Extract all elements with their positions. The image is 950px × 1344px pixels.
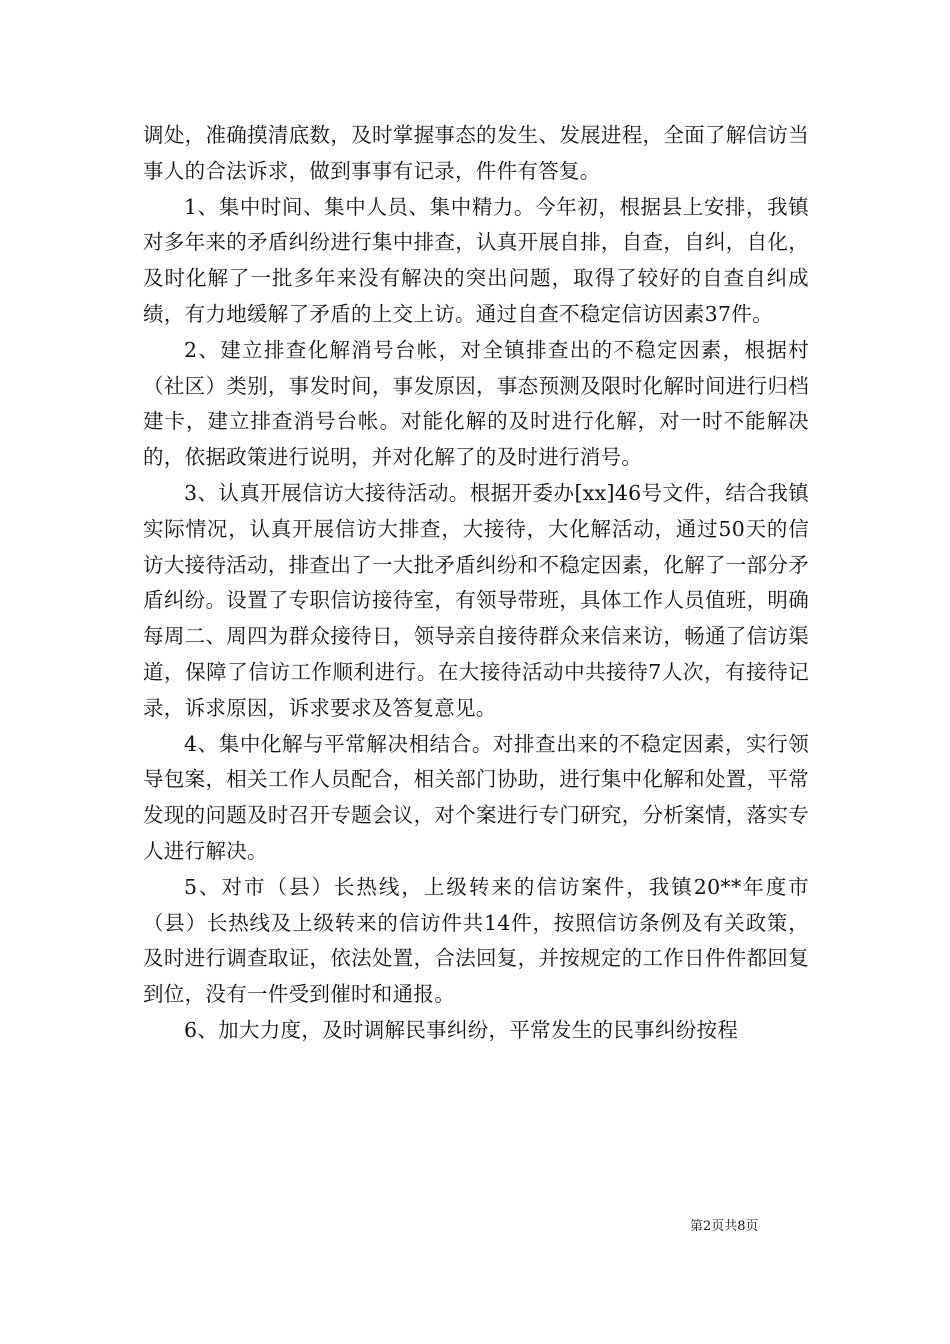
- page-number-footer: 第2页共8页: [690, 1219, 759, 1234]
- paragraph-continued: 调处，准确摸清底数，及时掌握事态的发生、发展进程，全面了解信访当事人的合法诉求，做到事事有记录，件件有答复。: [143, 123, 809, 183]
- paragraph-item-5: 5、对市（县）长热线，上级转来的信访案件，我镇20**年度市（县）长热线及上级转来的信访件共14件，按照信访条例及有关政策，及时进行调查取证，依法处置，合法回复，并按规定的工作日件件都回复到位，没有一件受到催时和通报。: [143, 874, 809, 1007]
- paragraph-item-6: 6、加大力度，及时调解民事纠纷，平常发生的民事纠纷按程: [184, 1017, 739, 1042]
- paragraph-item-4: 4、集中化解与平常解决相结合。对排查出来的不稳定因素，实行领导包案，相关工作人员配合，相关部门协助，进行集中化解和处置，平常发现的问题及时召开专题会议，对个案进行专门研究，分析案情，落实专人进行解决。: [143, 731, 809, 863]
- paragraph-item-3: 3、认真开展信访大接待活动。根据开委办[xx]46号文件，结合我镇实际情况，认真开展信访大排查，大接待，大化解活动，通过50天的信访大接待活动，排查出了一大批矛盾纠纷和不稳定因素，化解了一部分矛盾纠纷。设置了专职信访接待室，有领导带班，具体工作人员值班，明确每周二、周四为群众接待日，领导亲自接待群众来信来访，畅通了信访渠道，保障了信访工作顺利进行。在大接待活动中共接待7人次，有接待记录，诉求原因，诉求要求及答复意见。: [143, 480, 809, 720]
- paragraph-item-2: 2、建立排查化解消号台帐，对全镇排查出的不稳定因素，根据村（社区）类别，事发时间，事发原因，事态预测及限时化解时间进行归档建卡，建立排查消号台帐。对能化解的及时进行化解，对一时不能解决的，依据政策进行说明，并对化解了的及时进行消号。: [143, 337, 809, 470]
- paragraph-item-1: 1、集中时间、集中人员、集中精力。今年初，根据县上安排，我镇对多年来的矛盾纠纷进行集中排查，认真开展自排，自查，自纠，自化，及时化解了一批多年来没有解决的突出问题，取得了较好的自查自纠成绩，有力地缓解了矛盾的上交上访。通过自查不稳定信访因素37件。: [143, 194, 809, 326]
- document-body: [143, 118, 809, 1049]
